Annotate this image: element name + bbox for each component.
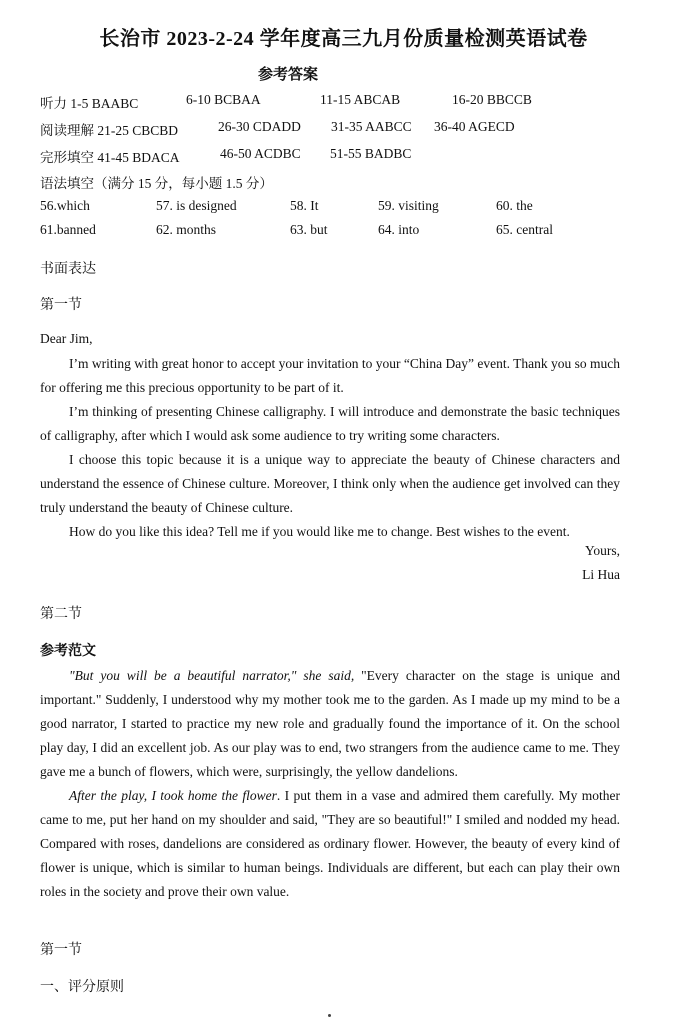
- reading-answers-4: 36-40 AGECD: [434, 119, 515, 134]
- grammar-answer-56: 56.which: [40, 198, 90, 213]
- grammar-answer-64: 64. into: [378, 222, 420, 237]
- letter-body: [40, 352, 620, 544]
- grammar-answer-62: 62. months: [156, 222, 217, 237]
- model-essay-opening-sentence: "But you will be a beautiful narrator," she said,: [69, 668, 355, 683]
- writing-heading: 书面表达: [40, 262, 96, 277]
- model-essay-paragraph: [40, 784, 620, 904]
- letter-paragraph: I choose this topic because it is a unique way to appreciate the beauty of Chinese characters and understand the essence of Chinese culture. Moreover, I think only when the audience get involved can they truly understand the beauty of Chinese culture.: [40, 452, 620, 515]
- grammar-answer-59: 59. visiting: [378, 198, 439, 213]
- model-essay-heading: 参考范文: [40, 644, 96, 659]
- cloze-answers-1: 完形填空 41-45 BDACA: [40, 150, 180, 165]
- letter-paragraph: I’m thinking of presenting Chinese calligraphy. I will introduce and demonstrate the basic techniques of calligraphy, after which I would ask some audience to try writing some characters.: [40, 404, 620, 443]
- page-mark: [328, 1014, 331, 1017]
- listening-answers-4: 16-20 BBCCB: [452, 92, 532, 107]
- reading-answers-3: 31-35 AABCC: [331, 119, 412, 134]
- reading-answers-2: 26-30 CDADD: [218, 119, 301, 134]
- scoring-principles-heading: 一、评分原则: [40, 980, 124, 995]
- grammar-answer-60: 60. the: [496, 198, 533, 213]
- grammar-answer-65: 65. central: [496, 222, 553, 237]
- listening-answers-3: 11-15 ABCAB: [320, 92, 401, 107]
- model-essay-text: . I put them in a vase and admired them carefully. My mother came to me, put her hand on my shoulder and said, "They are so beautiful!" I smiled and nodded my head. Compared with roses, dandelions are considered as ordinary flower. However, the beauty of every kind of flower is unique, which is similar to human beings. Individuals are different, but each can play their own roles in the society and prove their own value.: [40, 788, 620, 899]
- model-essay-body: [40, 664, 620, 904]
- grammar-answer-57: 57. is designed: [156, 198, 237, 213]
- model-essay-paragraph: [40, 664, 620, 784]
- grammar-title: 语法填空（满分 15 分，每小题 1.5 分）: [40, 176, 273, 191]
- grammar-answer-61: 61.banned: [40, 222, 96, 237]
- cloze-answers-2: 46-50 ACDBC: [220, 146, 301, 161]
- model-essay-text: "Every character on the stage is unique and important." Suddenly, I understood why my mother took me to the garden. As I made up my mind to be a good narrator, I started to practice my new role and gradually found the importance of it. On the school play day, I did an excellent job. As our play was to end, two strangers from the audience came to me. They gave me a bunch of flowers, which were, surprisingly, the yellow dandelions.: [40, 668, 620, 779]
- grammar-answer-63: 63. but: [290, 222, 328, 237]
- letter-closing: Yours,: [584, 543, 620, 558]
- model-essay-opening-sentence: After the play, I took home the flower: [69, 788, 277, 803]
- page-subtitle: 参考答案: [258, 67, 319, 83]
- section-one-heading: 第一节: [40, 298, 82, 313]
- letter-signature: Li Hua: [582, 567, 620, 582]
- section-one-heading-repeat: 第一节: [40, 943, 82, 958]
- reading-answers-1: 阅读理解 21-25 CBCBD: [40, 123, 179, 138]
- listening-answers-2: 6-10 BCBAA: [186, 92, 261, 107]
- letter-salutation: Dear Jim,: [40, 331, 93, 346]
- listening-answers-1: 听力 1-5 BAABC: [40, 96, 139, 111]
- letter-paragraph: I’m writing with great honor to accept your invitation to your “China Day” event. Thank you so much for offering me this precious opportunity to be part of it.: [40, 356, 620, 395]
- letter-paragraph: How do you like this idea? Tell me if you would like me to change. Best wishes to the event.: [69, 524, 570, 539]
- page-title: 长治市 2023-2-24 学年度高三九月份质量检测英语试卷: [99, 28, 588, 50]
- grammar-answer-58: 58. It: [290, 198, 319, 213]
- cloze-answers-3: 51-55 BADBC: [330, 146, 412, 161]
- section-two-heading: 第二节: [40, 607, 82, 622]
